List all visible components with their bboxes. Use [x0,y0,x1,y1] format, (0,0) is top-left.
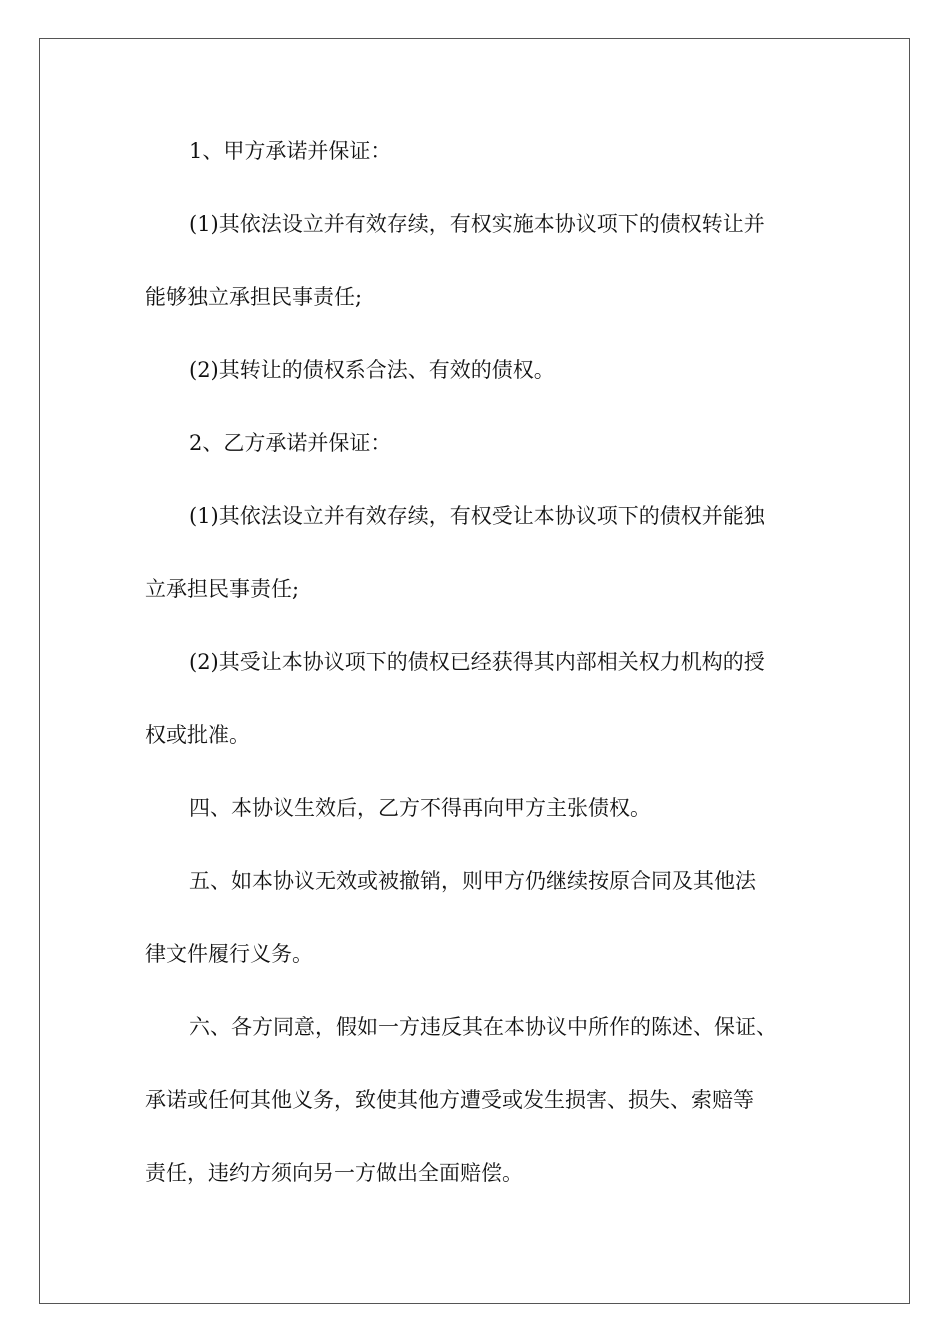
text-line: (2)其受让本协议项下的债权已经获得其内部相关权力机构的授 [189,650,765,674]
article-5 [145,845,810,991]
text-line: 六、各方同意，假如一方违反其在本协议中所作的陈述、保证、 [189,1015,777,1039]
text-line: 1、甲方承诺并保证： [189,139,392,163]
text-line: (1)其依法设立并有效存续，有权实施本协议项下的债权转让并 [189,212,765,236]
text-line: 责任，违约方须向另一方做出全面赔偿。 [145,1161,523,1185]
clause-1-item-2 [145,334,810,407]
document-body [145,115,810,1210]
text-line: 承诺或任何其他义务，致使其他方遭受或发生损害、损失、索赔等 [145,1088,754,1112]
text-line: 四、本协议生效后，乙方不得再向甲方主张债权。 [189,796,651,820]
text-line: (2)其转让的债权系合法、有效的债权。 [189,358,555,382]
text-line: 能够独立承担民事责任; [145,285,363,309]
clause-2-heading [145,407,810,480]
text-line: 2、乙方承诺并保证： [189,431,392,455]
text-line: 律文件履行义务。 [145,942,313,966]
article-6 [145,991,810,1210]
text-line: (1)其依法设立并有效存续，有权受让本协议项下的债权并能独 [189,504,765,528]
article-4 [145,772,810,845]
clause-1-item-1 [145,188,810,334]
clause-2-item-1 [145,480,810,626]
clause-2-item-2 [145,626,810,772]
clause-1-heading [145,115,810,188]
text-line: 五、如本协议无效或被撤销，则甲方仍继续按原合同及其他法 [189,869,756,893]
text-line: 权或批准。 [145,723,250,747]
text-line: 立承担民事责任; [145,577,300,601]
